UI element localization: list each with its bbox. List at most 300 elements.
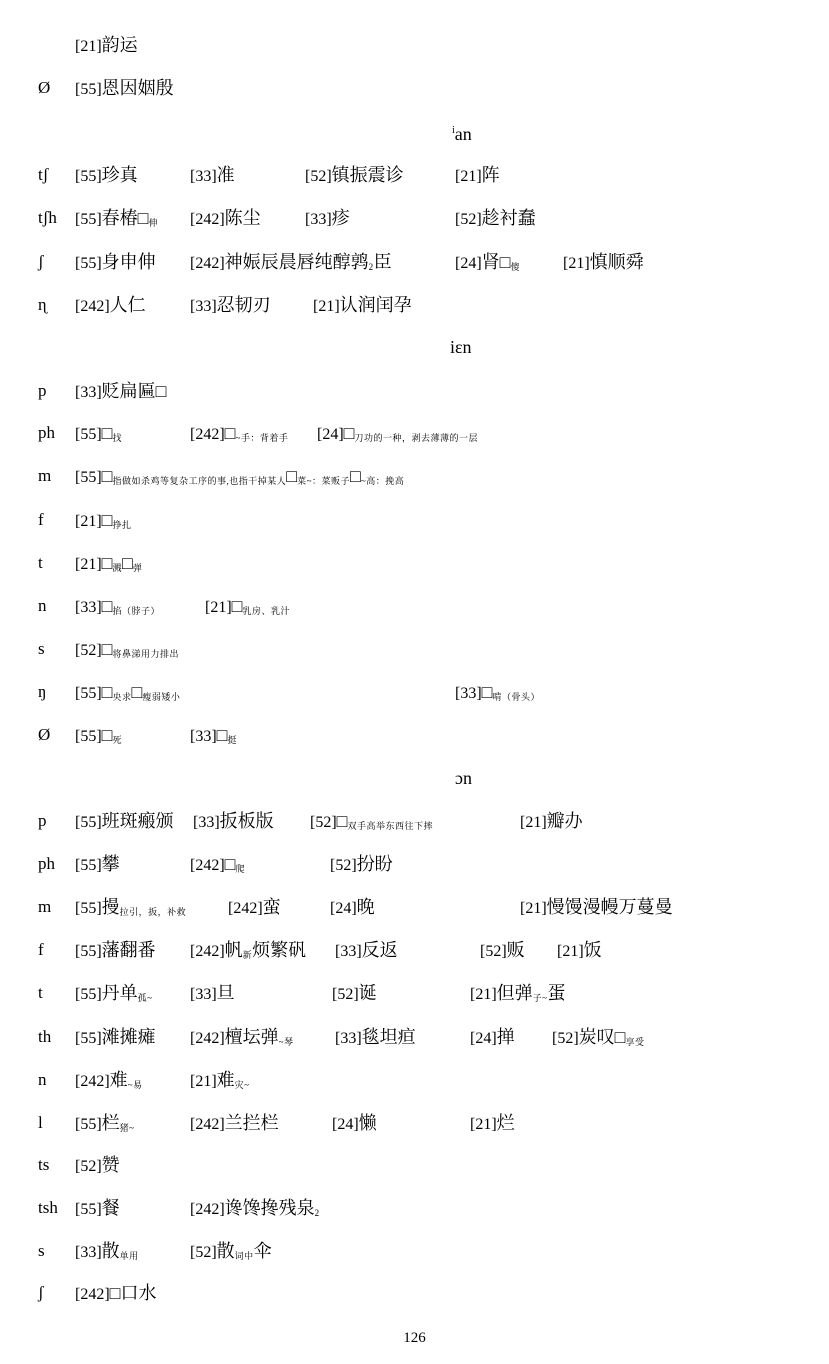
tone-label: [33] [190,298,217,315]
tone-label: [52] [75,1158,102,1175]
entry-item [75,1240,139,1267]
tone-label: [52] [330,857,357,874]
initial-label: ph [38,423,55,442]
entry-text: □ [336,811,348,831]
gloss-small-text: 爬 [235,864,246,874]
gloss-small-text: 掐（脖子） [112,606,161,616]
entry-text: 散 [101,1241,120,1261]
tone-label: [55] [75,943,102,960]
initial-label: t [38,983,43,1002]
tone-label: [242] [190,1030,225,1047]
tone-label: [242] [190,857,225,874]
tone-label: [33] [455,685,482,702]
entry-text: 陈尘 [224,208,261,228]
entry-text: 韵运 [101,35,138,55]
entry-item [330,896,375,920]
initial-label: s [38,639,45,658]
entry-item [190,1112,279,1136]
entry-item [190,207,261,231]
entry-item [75,251,156,275]
entry-item [455,251,520,278]
gloss-small-text: ~易 [127,1080,143,1090]
tone-label: [52] [455,211,482,228]
tone-label: [242] [75,1073,110,1090]
entry-row [0,1069,829,1095]
tone-label: [33] [190,728,217,745]
gloss-small-text: 享受 [625,1037,645,1047]
tone-label: [21] [190,1073,217,1090]
rhyme-header-row [0,767,829,793]
tone-label: [21] [520,900,547,917]
gloss-small-text: 指做如杀鸡等复杂工序的事,也指干掉某人 [112,476,287,486]
gloss-small-text: ~高：挽高 [360,476,405,486]
entry-text: 旦 [216,983,235,1003]
tone-label: [55] [75,1116,102,1133]
entry-row [0,1240,829,1266]
gloss-small-text: 找 [112,433,123,443]
entry-text: 兰拦栏 [224,1113,279,1133]
entry-text: 难 [216,1070,235,1090]
tone-label: [55] [75,1201,102,1218]
tone-label: [21] [520,814,547,831]
gloss-small-text: 子~ [532,993,548,1003]
entry-row [0,294,829,320]
tone-label: [21] [470,1116,497,1133]
entry-text: 毯坦疸 [361,1027,416,1047]
entry-text: 炭叹□ [578,1027,626,1047]
entry-row [0,1112,829,1138]
entry-text: 摱 [101,897,120,917]
entry-text: 餐 [101,1198,120,1218]
entry-row [0,681,829,707]
initial-label: f [38,940,44,959]
page-number: 126 [403,1330,426,1346]
initial-label: t [38,553,43,572]
entry-item [563,251,644,275]
initial-label: l [38,1113,43,1132]
entry-item [75,465,404,492]
entry-item [305,207,350,231]
entry-text: 疹 [331,208,350,228]
entry-item [190,982,235,1006]
tone-label: [55] [75,211,102,228]
entry-item [193,810,274,834]
entry-item [520,896,673,920]
entry-text: □ [131,682,143,702]
entry-row [0,595,829,621]
entry-row [0,939,829,965]
initial-label: tʃh [38,208,57,227]
gloss-small-text: 2 [368,262,374,272]
entry-item [75,422,122,449]
entry-text: 趁衬蠢 [481,208,536,228]
entry-item [190,1026,294,1053]
tone-label: [52] [190,1244,217,1261]
entry-text: □ [101,553,113,573]
gloss-small-text: 瘦弱矮小 [142,692,181,702]
entry-text: 晚 [356,897,375,917]
entry-item [470,982,566,1009]
entry-text: 珍真 [101,165,138,185]
entry-text: 准 [216,165,235,185]
entry-text: 贬扁匾□ [101,381,167,401]
entry-text: 诞 [358,983,377,1003]
tone-label: [33] [305,211,332,228]
entry-text: ɔn [455,768,472,788]
entry-text: 慢馒漫幔万蔓曼 [546,897,673,917]
entry-text: 伞 [253,1241,272,1261]
entry-row [0,982,829,1008]
tone-label: [242] [190,1201,225,1218]
tone-label: [21] [75,556,102,573]
entry-text: 檀坛弹 [224,1027,279,1047]
entry-item [313,294,412,318]
gloss-small-text: 刀功的一种，剥去薄薄的一层 [354,433,479,443]
entry-text: 散 [216,1241,235,1261]
gloss-small-text: 拉引，扳，补救 [119,907,187,917]
entry-item [75,1282,157,1306]
entry-row [0,853,829,879]
tone-label: [33] [75,1244,102,1261]
tone-label: [55] [75,168,102,185]
entry-text: □ [101,725,113,745]
superscript-text: i [452,125,455,136]
entry-text: 贩 [506,940,525,960]
tone-label: [242] [75,298,110,315]
entry-item [75,1026,156,1050]
gloss-small-text: 啃（骨头） [492,692,541,702]
tone-label: [24] [455,255,482,272]
entry-item [75,1154,120,1178]
gloss-small-text: 猪~ [119,1123,135,1133]
entry-row [0,207,829,233]
entry-item [75,638,179,665]
tone-label: [21] [313,298,340,315]
tone-label: [55] [75,814,102,831]
tone-label: [33] [335,1030,362,1047]
entry-text: 栏 [101,1113,120,1133]
entry-text: 谗馋搀残泉 [224,1198,315,1218]
entry-row [0,77,829,103]
initial-label: n [38,596,47,615]
entry-item [75,77,174,101]
entry-text: 滩摊瘫 [101,1027,156,1047]
entry-row [0,552,829,578]
entry-text: 镇振震诊 [331,165,404,185]
entry-text: 肾□ [481,252,511,272]
entry-text: 丹单 [101,983,138,1003]
tone-label: [55] [75,81,102,98]
initial-label: ʃ [38,1283,44,1302]
initial-label: th [38,1027,52,1046]
entry-text: □ [224,854,236,874]
gloss-small-text: 将鼻涕用力排出 [112,649,180,659]
tone-label: [33] [335,943,362,960]
entry-text: 反返 [361,940,398,960]
tone-label: [21] [470,986,497,1003]
tone-label: [55] [75,426,102,443]
entry-row [0,34,829,60]
initial-label: p [38,811,47,830]
entry-item [190,294,271,318]
entry-item [455,681,540,708]
entry-text: □ [350,466,361,486]
entry-text: 烂 [496,1113,515,1133]
tone-label: [242] [228,900,263,917]
entry-item [330,853,393,877]
entry-text: 认润闰孕 [339,295,412,315]
tone-label: [24] [470,1030,497,1047]
entry-item [75,207,158,234]
entry-item [310,810,433,837]
entry-row [0,465,829,491]
entry-row [0,164,829,190]
initial-label: ph [38,854,55,873]
entry-row [0,509,829,535]
entry-text: 扮盼 [356,854,393,874]
entry-item [75,681,180,708]
entry-text: 赞 [101,1155,120,1175]
entry-text: □ [481,682,493,702]
entry-item [520,810,583,834]
tone-label: [24] [317,426,344,443]
initial-label: n [38,1070,47,1089]
initial-label: p [38,381,47,400]
tone-label: [242] [190,1116,225,1133]
tone-label: [52] [552,1030,579,1047]
entry-item [305,164,404,188]
tone-label: [21] [563,255,590,272]
gloss-small-text: ~手：背着手 [235,433,289,443]
entry-item [557,939,602,963]
tone-label: [242] [75,1286,110,1303]
entry-item [455,207,536,231]
tone-label: [24] [332,1116,359,1133]
tone-label: [52] [480,943,507,960]
entry-text: 扳板版 [219,811,274,831]
entry-row [0,422,829,448]
entry-row [0,1026,829,1052]
tone-label: [55] [75,1030,102,1047]
entry-row [0,1282,829,1308]
entry-item [335,939,398,963]
entry-text: 藩翻番 [101,940,156,960]
entry-text: □ [101,639,113,659]
entry-text: 身申伸 [101,252,156,272]
entry-text: 瓣办 [546,811,583,831]
gloss-small-text: 词中 [234,1251,254,1261]
entry-item [317,422,478,449]
tone-label: [21] [205,599,232,616]
entry-item [75,939,156,963]
initial-label: ts [38,1155,50,1174]
tone-label: [55] [75,469,102,486]
tone-label: [242] [190,211,225,228]
tone-label: [21] [75,513,102,530]
entry-text: □ [231,596,243,616]
gloss-small-text: 央求 [112,692,132,702]
tone-label: [55] [75,255,102,272]
entry-text: 帆 [224,940,243,960]
entry-item [75,595,160,622]
entry-row [0,810,829,836]
tone-label: [52] [75,642,102,659]
tone-label: [55] [75,900,102,917]
entry-text: 难 [109,1070,128,1090]
tone-label: [21] [455,168,482,185]
entry-item [75,982,153,1009]
tone-label: [52] [305,168,332,185]
gloss-small-text: ~琴 [278,1037,294,1047]
entry-text: 攀 [101,854,120,874]
initial-label: m [38,466,52,485]
entry-item [75,724,122,751]
entry-item [205,595,290,622]
gloss-small-text: 孤~ [137,993,153,1003]
entry-text: iεn [450,337,472,357]
entry-row [0,1154,829,1180]
initial-label: s [38,1241,45,1260]
entry-item [480,939,525,963]
rhyme-header-row [0,120,829,146]
entry-item [75,1112,135,1139]
entry-item [470,1026,515,1050]
rhyme-header [452,120,472,146]
tone-label: [55] [75,857,102,874]
entry-item [75,1197,120,1221]
gloss-small-text: 挺 [227,735,238,745]
entry-item [190,724,237,751]
entry-item [335,1026,416,1050]
tone-label: [242] [190,943,225,960]
tone-label: [33] [75,599,102,616]
tone-label: [33] [190,986,217,1003]
entry-row [0,638,829,664]
entry-row [0,251,829,277]
gloss-small-text: 乳房、乳汁 [242,606,291,616]
entry-item [190,251,392,278]
entry-text: □ [101,682,113,702]
entry-text: 懒 [358,1113,377,1133]
entry-text: □口水 [109,1283,157,1303]
gloss-small-text: 弹 [132,563,143,573]
gloss-small-text: 挣扎 [112,520,132,530]
gloss-small-text: 溅 [112,563,123,573]
tone-label: [55] [75,685,102,702]
tone-label: [21] [557,943,584,960]
tone-label: [52] [332,986,359,1003]
tone-label: [33] [75,384,102,401]
initial-label: m [38,897,52,916]
entry-text: 饭 [583,940,602,960]
entry-item [75,509,132,536]
entry-item [75,552,142,579]
entry-text: 班斑瘢颁 [101,811,174,831]
tone-label: [21] [75,38,102,55]
entry-text: 蛮 [262,897,281,917]
entry-text: □ [122,553,133,573]
entry-text: 蛋 [547,983,566,1003]
initial-label: tsh [38,1198,58,1217]
entry-item [75,294,146,318]
entry-item [228,896,281,920]
gloss-small-text: 双手高举东西往下摔 [347,821,434,831]
entry-text: 慎顺舜 [589,252,644,272]
tone-label: [242] [190,255,225,272]
initial-label: tʃ [38,165,49,184]
entry-text: □ [343,423,355,443]
entry-text: 烦繁矾 [252,940,307,960]
entry-text: 忍韧刃 [216,295,271,315]
entry-item [190,1069,250,1096]
entry-text: □ [101,466,113,486]
gloss-small-text: 伸 [148,218,159,228]
entry-item [190,1240,272,1267]
tone-label: [242] [190,426,225,443]
tone-label: [55] [75,728,102,745]
entry-row [0,896,829,922]
entry-text: 阵 [481,165,500,185]
entry-item [455,164,500,188]
entry-item [75,810,174,834]
entry-row [0,724,829,750]
entry-text: □ [286,466,298,486]
entry-item [190,939,306,966]
entry-text: □ [224,423,236,443]
gloss-small-text: 菜~：菜贩子 [297,476,351,486]
rhyme-header [455,767,472,790]
entry-item [75,164,138,188]
tone-label: [52] [310,814,337,831]
initial-label: f [38,510,44,529]
entry-text: an [454,124,472,144]
entry-text: 恩因姻殷 [101,78,174,98]
entry-item [470,1112,515,1136]
tone-label: [33] [193,814,220,831]
gloss-small-text: 灾~ [234,1080,250,1090]
entry-item [190,422,288,449]
entry-item [190,164,235,188]
initial-label: ʃ [38,252,44,271]
gloss-small-text: 傻 [510,262,521,272]
entry-text: □ [101,423,113,443]
entry-item [75,34,138,58]
entry-item [332,1112,377,1136]
rhyme-header [450,336,472,359]
tone-label: [55] [75,986,102,1003]
tone-label: [33] [190,168,217,185]
gloss-small-text: 2 [314,1208,320,1218]
entry-item [190,1197,320,1224]
entry-text: 但弹 [496,983,533,1003]
entry-text: □ [101,510,113,530]
gloss-small-text: 死 [112,735,123,745]
initial-label: ŋ [38,682,47,701]
entry-item [75,896,186,923]
entry-text: □ [101,596,113,616]
gloss-small-text: 新 [242,950,253,960]
rhyme-header-row [0,336,829,362]
entry-item [190,853,245,880]
entry-text: 臣 [373,252,392,272]
initial-label: Ø [38,725,51,744]
entry-text: 神娠辰晨唇纯醇鹑 [224,252,369,272]
tone-label: [24] [330,900,357,917]
entry-item [332,982,377,1006]
entry-item [75,853,120,877]
initial-label: ɳ [38,295,47,314]
entry-text: □ [216,725,228,745]
